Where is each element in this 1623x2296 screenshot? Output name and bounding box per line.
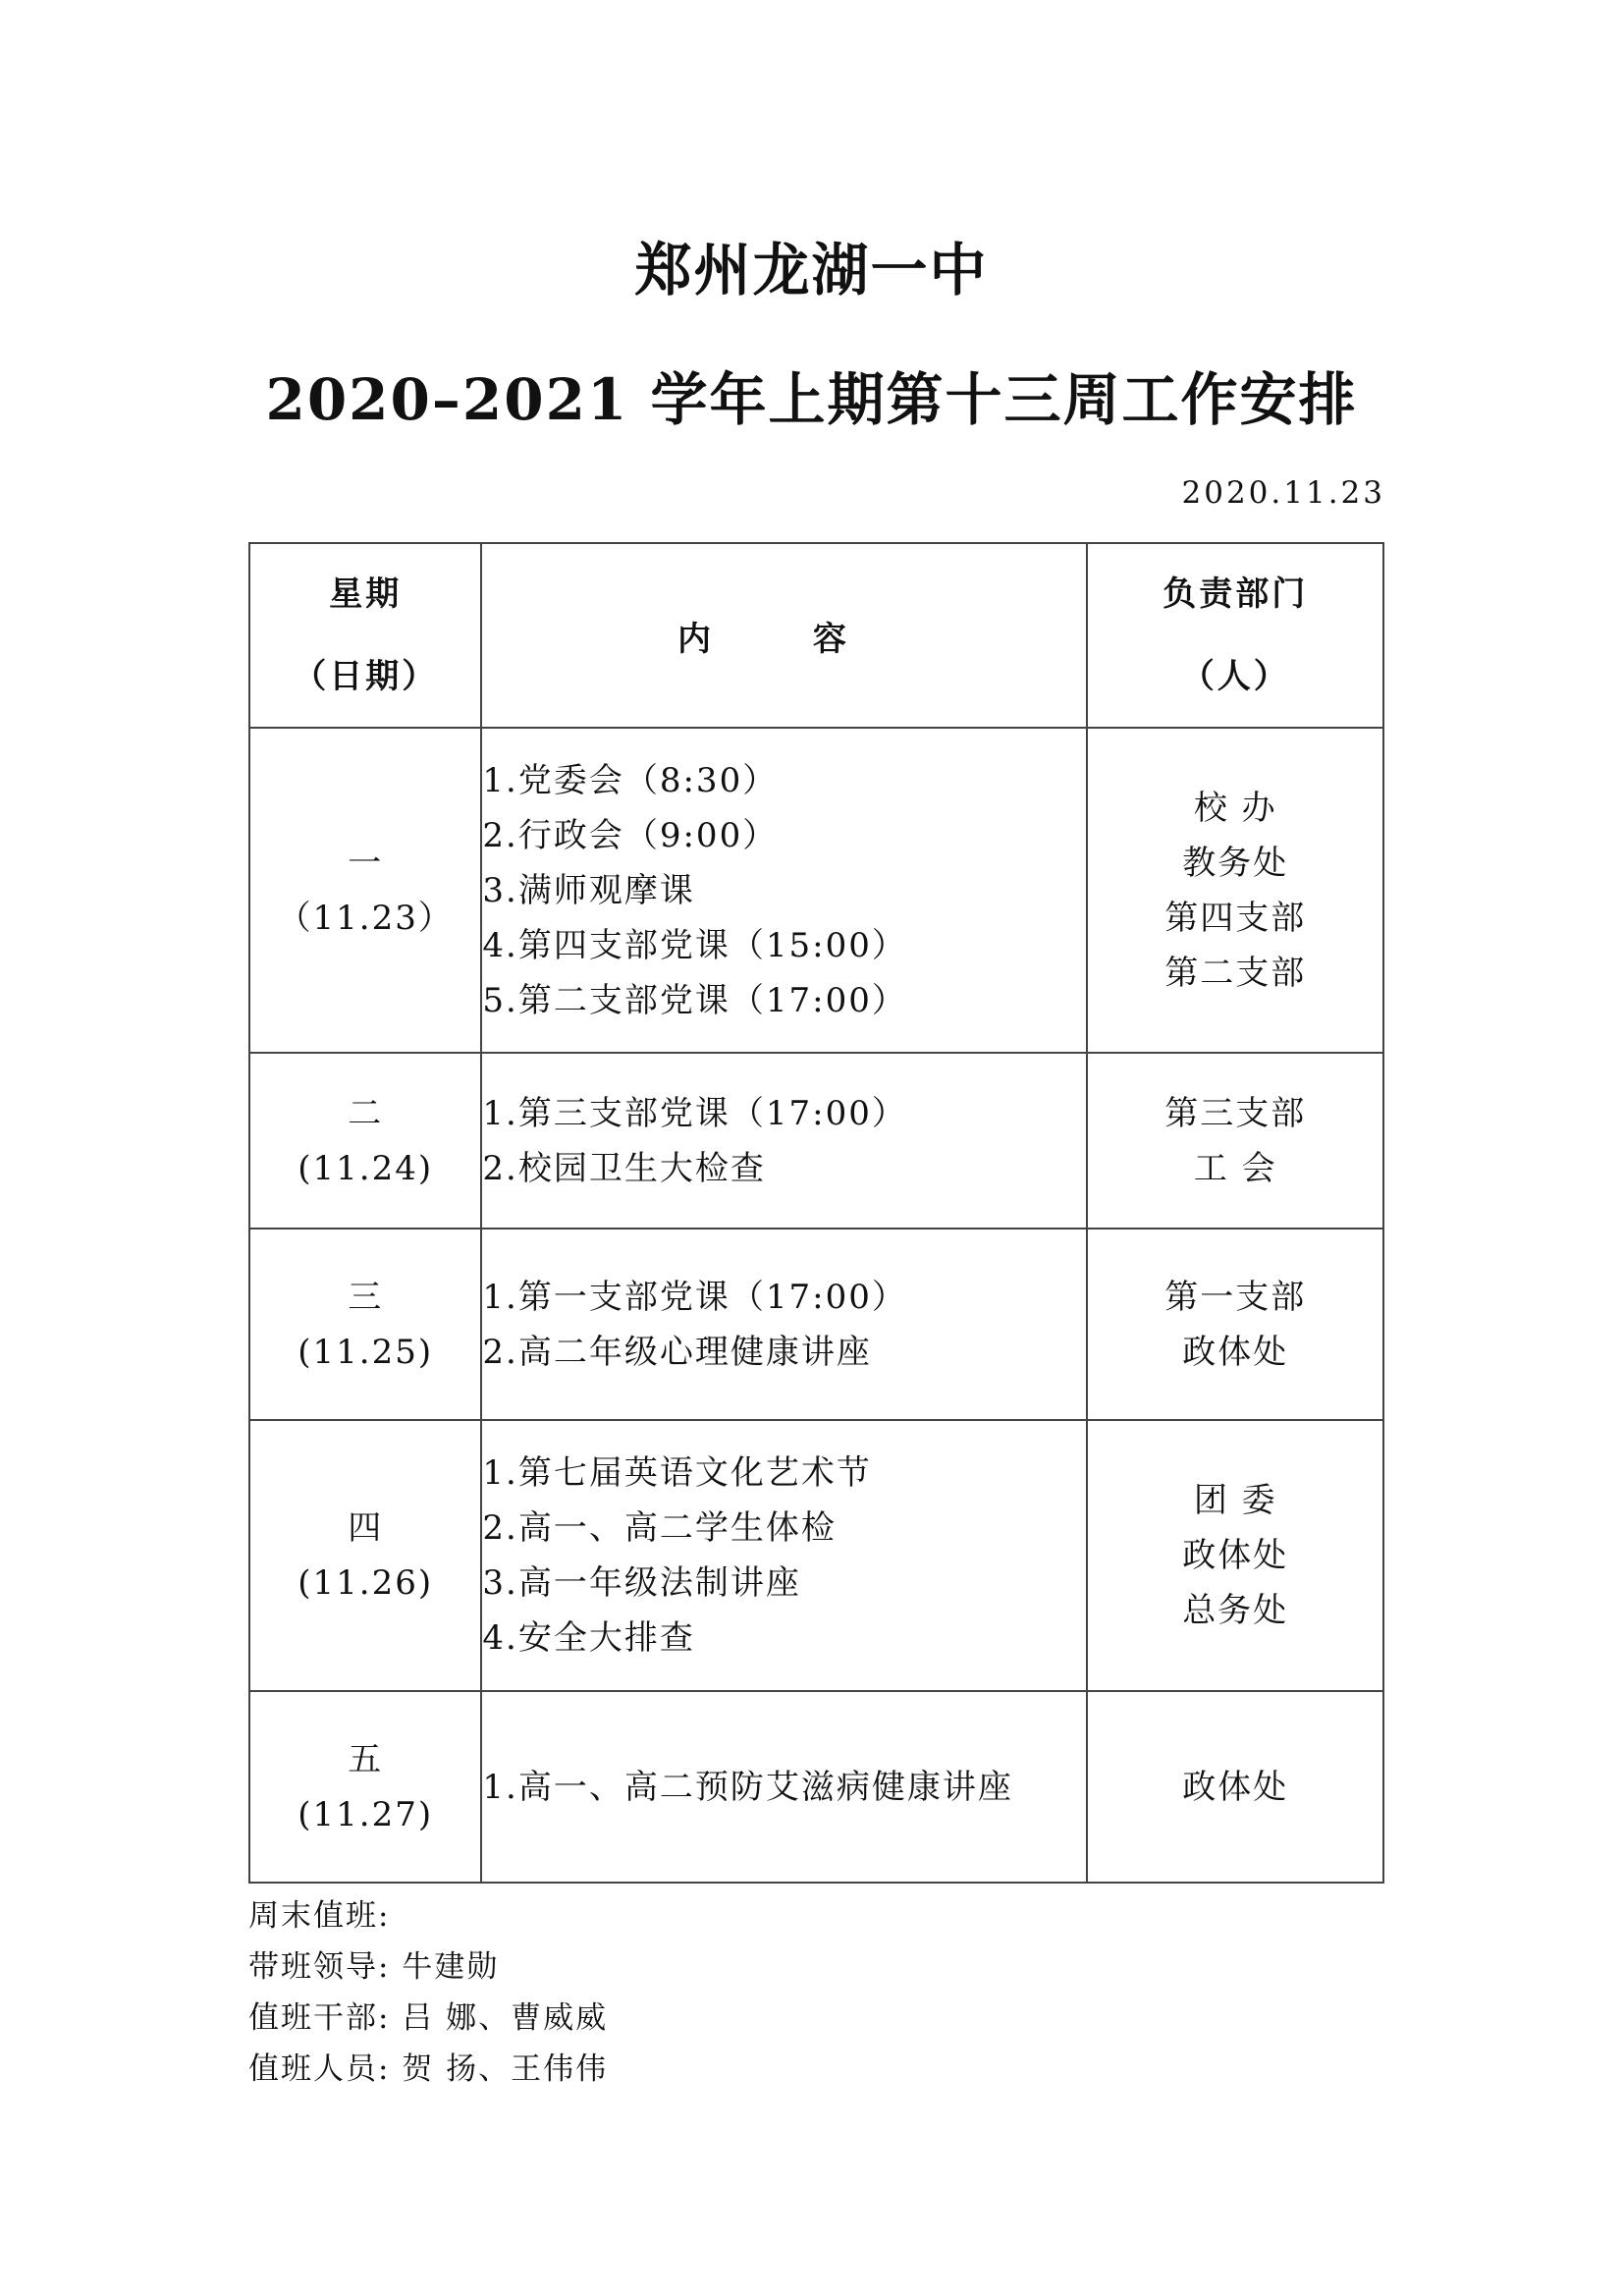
content-cell xyxy=(481,728,1087,1053)
dept-item: 第三支部 xyxy=(1164,1093,1307,1133)
dept-item: 总务处 xyxy=(1182,1591,1289,1630)
header-content-label: 内 容 xyxy=(677,619,892,659)
task-item: 4.第四支部党课（15:00） xyxy=(482,925,907,965)
task-item: 1.第一支部党课（17:00） xyxy=(482,1277,907,1317)
table-row xyxy=(249,1420,1383,1691)
content-cell xyxy=(481,1691,1087,1883)
weekday: 二 xyxy=(348,1093,384,1133)
table-row xyxy=(249,1691,1383,1883)
dept-item: 第一支部 xyxy=(1164,1277,1307,1317)
duty-roster xyxy=(248,1890,608,2095)
header-date-label: （日期） xyxy=(293,657,439,696)
day-cell xyxy=(249,1053,481,1229)
day-cell xyxy=(249,1229,481,1420)
dept-item: 第二支部 xyxy=(1164,953,1307,993)
dept-cell xyxy=(1087,1053,1383,1229)
table-row xyxy=(249,728,1383,1053)
task-item: 1.高一、高二预防艾滋病健康讲座 xyxy=(482,1767,1013,1807)
dept-item: 政体处 xyxy=(1182,1536,1289,1575)
table-header-row xyxy=(249,543,1383,728)
dept-item: 团 委 xyxy=(1193,1481,1277,1520)
duty-cadre: 值班干部: 吕 娜、曹威威 xyxy=(248,2000,609,2036)
dept-item: 校 办 xyxy=(1193,788,1277,828)
task-item: 2.行政会（9:00） xyxy=(482,815,779,855)
task-item: 4.安全大排查 xyxy=(482,1618,695,1658)
weekday: 五 xyxy=(348,1739,384,1779)
document-subtitle: 2020–2021 学年上期第十三周工作安排 xyxy=(265,366,1358,433)
header-day-label: 星期 xyxy=(329,574,403,614)
weekday: 一 xyxy=(348,843,384,883)
table-row xyxy=(249,1053,1383,1229)
task-item: 3.高一年级法制讲座 xyxy=(482,1563,801,1603)
content-cell xyxy=(481,1229,1087,1420)
dept-cell xyxy=(1087,1691,1383,1883)
dept-item: 工 会 xyxy=(1193,1148,1277,1188)
header-dept-label: 负责部门 xyxy=(1163,574,1309,614)
dept-item: 第四支部 xyxy=(1164,898,1307,938)
header-content xyxy=(481,543,1087,728)
header-person-label: （人） xyxy=(1180,657,1290,696)
day-date: （11.23） xyxy=(277,898,454,938)
task-item: 2.高一、高二学生体检 xyxy=(482,1508,837,1548)
duty-leader: 带班领导: 牛建勋 xyxy=(248,1949,500,1985)
day-cell xyxy=(249,1691,481,1883)
duty-staff: 值班人员: 贺 扬、王伟伟 xyxy=(248,2051,609,2087)
day-cell xyxy=(249,1420,481,1691)
document-date: 2020.11.23 xyxy=(1181,475,1385,511)
header-day xyxy=(249,543,481,728)
task-item: 2.校园卫生大检查 xyxy=(482,1148,766,1188)
dept-item: 政体处 xyxy=(1182,1332,1289,1372)
schedule-table xyxy=(248,542,1384,1884)
task-item: 5.第二支部党课（17:00） xyxy=(482,980,907,1020)
day-date: (11.24) xyxy=(298,1148,434,1188)
dept-cell xyxy=(1087,1229,1383,1420)
day-date: (11.26) xyxy=(298,1563,434,1603)
day-date: (11.25) xyxy=(298,1332,434,1372)
content-cell xyxy=(481,1053,1087,1229)
table-row xyxy=(249,1229,1383,1420)
task-item: 1.第七届英语文化艺术节 xyxy=(482,1453,872,1493)
task-item: 1.第三支部党课（17:00） xyxy=(482,1093,907,1133)
header-dept xyxy=(1087,543,1383,728)
day-cell xyxy=(249,728,481,1053)
document-title: 郑州龙湖一中 xyxy=(634,237,989,303)
dept-cell xyxy=(1087,1420,1383,1691)
weekday: 三 xyxy=(348,1277,384,1317)
task-item: 1.党委会（8:30） xyxy=(482,760,779,800)
content-cell xyxy=(481,1420,1087,1691)
task-item: 3.满师观摩课 xyxy=(482,870,695,910)
weekend-duty-label: 周末值班: xyxy=(248,1898,391,1934)
weekday: 四 xyxy=(348,1508,384,1548)
dept-item: 教务处 xyxy=(1182,843,1289,883)
dept-cell xyxy=(1087,728,1383,1053)
task-item: 2.高二年级心理健康讲座 xyxy=(482,1332,872,1372)
dept-item: 政体处 xyxy=(1182,1767,1289,1807)
day-date: (11.27) xyxy=(298,1794,434,1834)
